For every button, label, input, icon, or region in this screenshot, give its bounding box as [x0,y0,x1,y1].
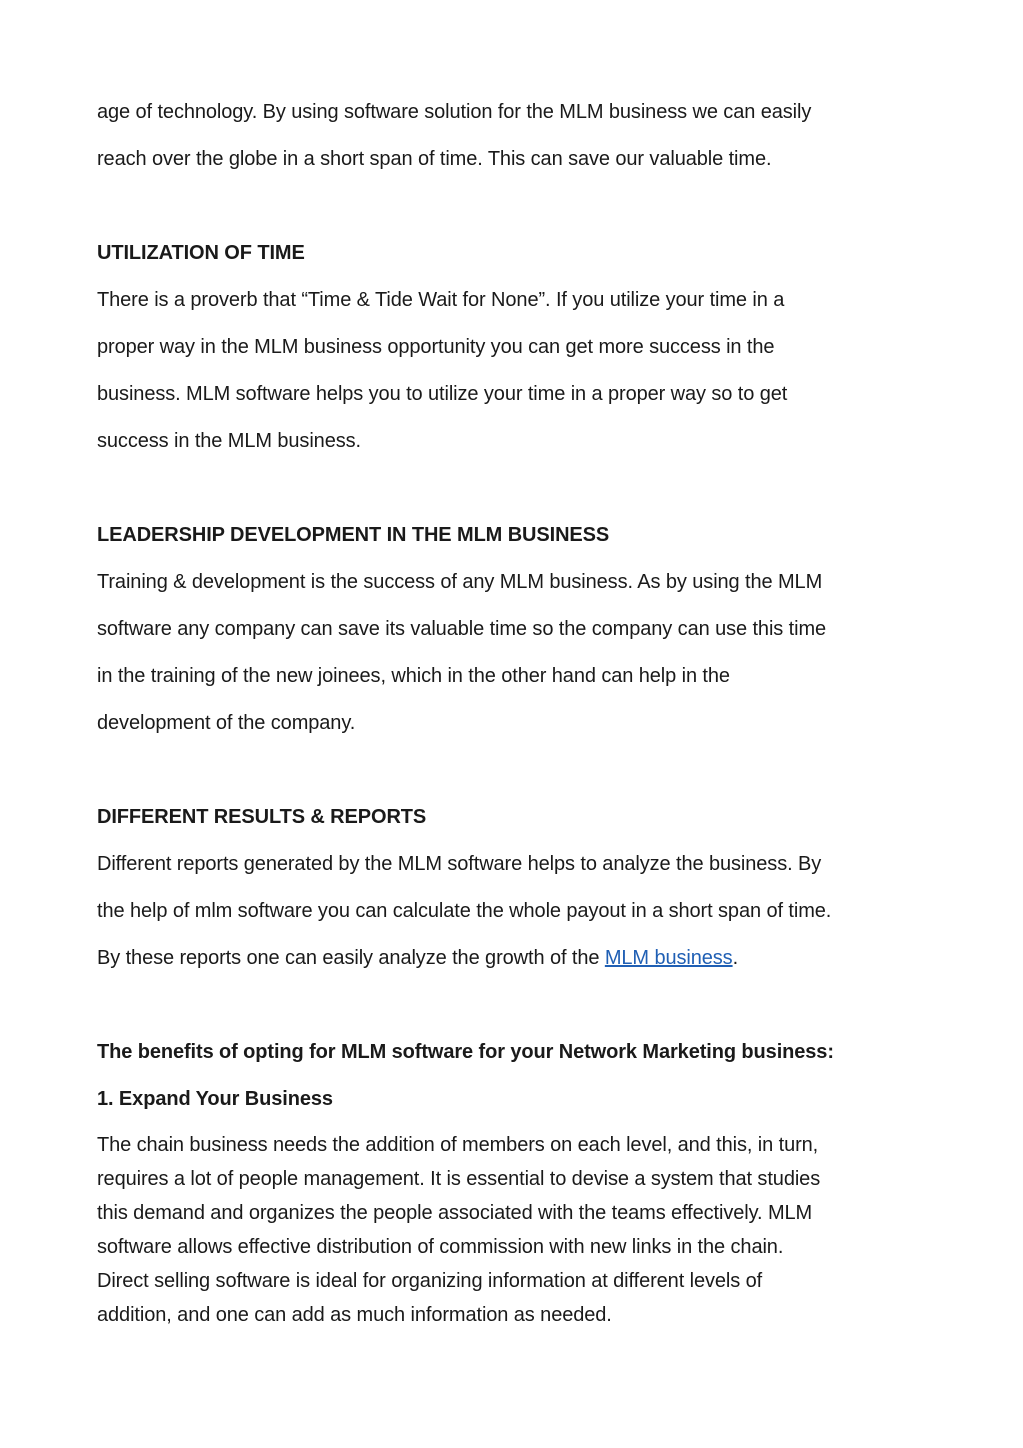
leadership-paragraph-line-1: Training & development is the success of any MLM business. As by using the MLM [97,571,823,593]
reports-paragraph-line-3 [97,946,738,970]
time-paragraph-line-4: success in the MLM business. [97,430,361,452]
time-paragraph-line-1: There is a proverb that “Time & Tide Wait for None”. If you utilize your time in a [97,289,785,311]
intro-line-1: age of technology. By using software solution for the MLM business we can easily [97,101,812,123]
reports-paragraph-line-2: the help of mlm software you can calculate the whole payout in a short span of time. [97,900,832,922]
heading-utilization-of-time: UTILIZATION OF TIME [97,242,305,264]
benefits-paragraph-line-5: Direct selling software is ideal for organizing information at different levels of [97,1270,763,1292]
reports-paragraph-line-1: Different reports generated by the MLM software helps to analyze the business. By [97,853,822,875]
intro-line-2: reach over the globe in a short span of time. This can save our valuable time. [97,148,772,170]
time-paragraph-line-3: business. MLM software helps you to utilize your time in a proper way so to get [97,383,788,405]
heading-results-reports: DIFFERENT RESULTS & REPORTS [97,806,427,828]
benefits-paragraph-line-3: this demand and organizes the people associated with the teams effectively. MLM [97,1202,813,1224]
benefits-paragraph-line-1: The chain business needs the addition of members on each level, and this, in turn, [97,1134,819,1156]
leadership-paragraph-line-3: in the training of the new joinees, which in the other hand can help in the [97,665,730,687]
reports-line-3-prefix: By these reports one can easily analyze the growth of the [97,947,605,969]
benefits-paragraph-line-2: requires a lot of people management. It is essential to devise a system that studies [97,1168,821,1190]
subheading-expand-business: 1. Expand Your Business [97,1088,333,1110]
time-paragraph-line-2: proper way in the MLM business opportunity you can get more success in the [97,336,775,358]
mlm-business-link[interactable]: MLM business [604,947,733,969]
reports-line-3-suffix: . [732,947,739,969]
heading-benefits: The benefits of opting for MLM software for your Network Marketing business: [97,1041,834,1063]
heading-leadership-development: LEADERSHIP DEVELOPMENT IN THE MLM BUSINESS [97,524,610,546]
leadership-paragraph-line-2: software any company can save its valuable time so the company can use this time [97,618,827,640]
benefits-paragraph-line-6: addition, and one can add as much information as needed. [97,1304,612,1326]
leadership-paragraph-line-4: development of the company. [97,712,356,734]
benefits-paragraph-line-4: software allows effective distribution of commission with new links in the chain. [97,1236,784,1258]
